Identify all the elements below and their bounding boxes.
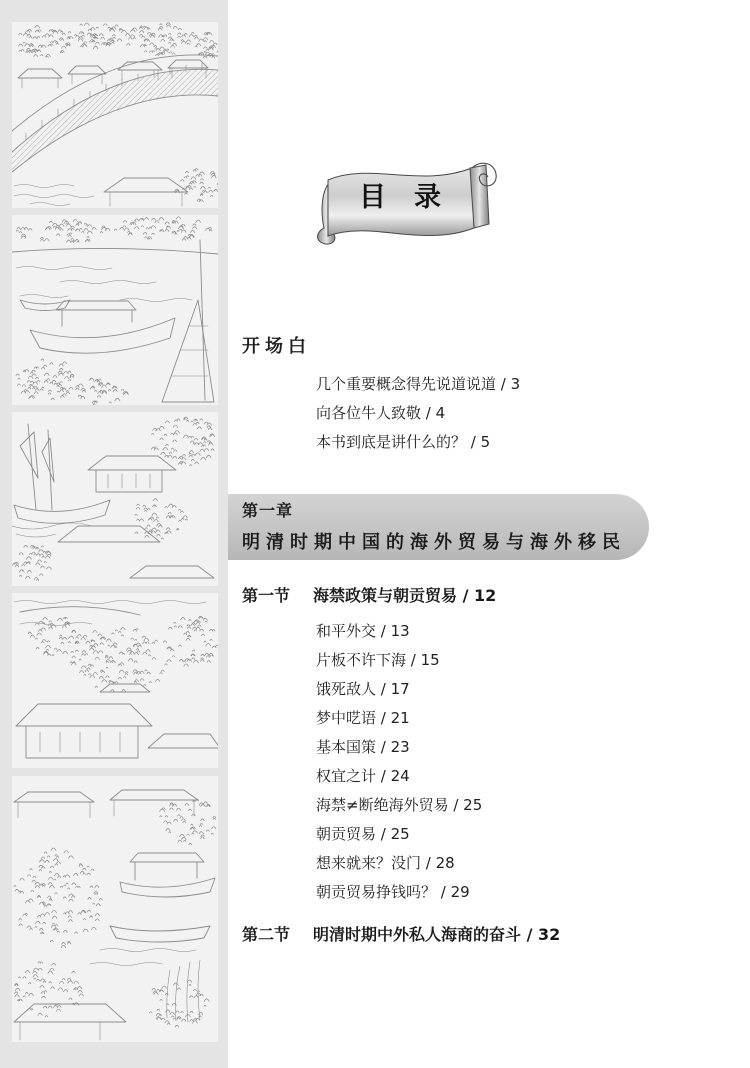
toc-entry: 几个重要概念得先说道说道 / 3 <box>316 375 521 393</box>
section-label: 第一节 <box>242 586 291 605</box>
toc-entry: 本书到底是讲什么的？ / 5 <box>316 433 491 451</box>
illustration-panel-1 <box>12 22 222 208</box>
toc-entry: 饿死敌人 / 17 <box>316 680 410 698</box>
illustration-panel-4 <box>12 593 220 768</box>
illustration-panel-2 <box>12 215 218 405</box>
chapter-title: 明清时期中国的海外贸易与海外移民 <box>242 532 626 553</box>
illustration-panel-3 <box>12 412 218 586</box>
illustration-panel-5 <box>12 776 218 1042</box>
toc-entry: 想来就来？没门 / 28 <box>316 854 455 872</box>
section-title: 明清时期中外私人海商的奋斗 / 32 <box>313 925 561 944</box>
toc-entry: 和平外交 / 13 <box>316 622 410 640</box>
prologue-entry-list <box>316 370 520 457</box>
prologue-heading: 开场白 <box>242 336 311 357</box>
toc-entry: 权宜之计 / 24 <box>316 767 410 785</box>
section-entry-list <box>316 617 482 907</box>
chapter-number: 第一章 <box>242 501 294 520</box>
side-illustration-strip <box>0 0 228 1068</box>
toc-entry: 片板不许下海 / 15 <box>316 651 440 669</box>
toc-entry: 海禁≠断绝海外贸易 / 25 <box>316 796 483 814</box>
toc-entry: 梦中呓语 / 21 <box>316 709 410 727</box>
toc-entry: 基本国策 / 23 <box>316 738 410 756</box>
chapter-banner <box>228 494 649 560</box>
toc-title: 目录 <box>359 182 469 213</box>
toc-entry: 朝贡贸易挣钱吗？ / 29 <box>316 883 470 901</box>
toc-entry: 向各位牛人致敬 / 4 <box>316 404 446 422</box>
section-title: 海禁政策与朝贡贸易 / 12 <box>313 586 497 605</box>
section-heading <box>242 585 496 607</box>
section-label: 第二节 <box>242 925 291 944</box>
section-heading <box>242 924 560 946</box>
toc-entry: 朝贡贸易 / 25 <box>316 825 410 843</box>
